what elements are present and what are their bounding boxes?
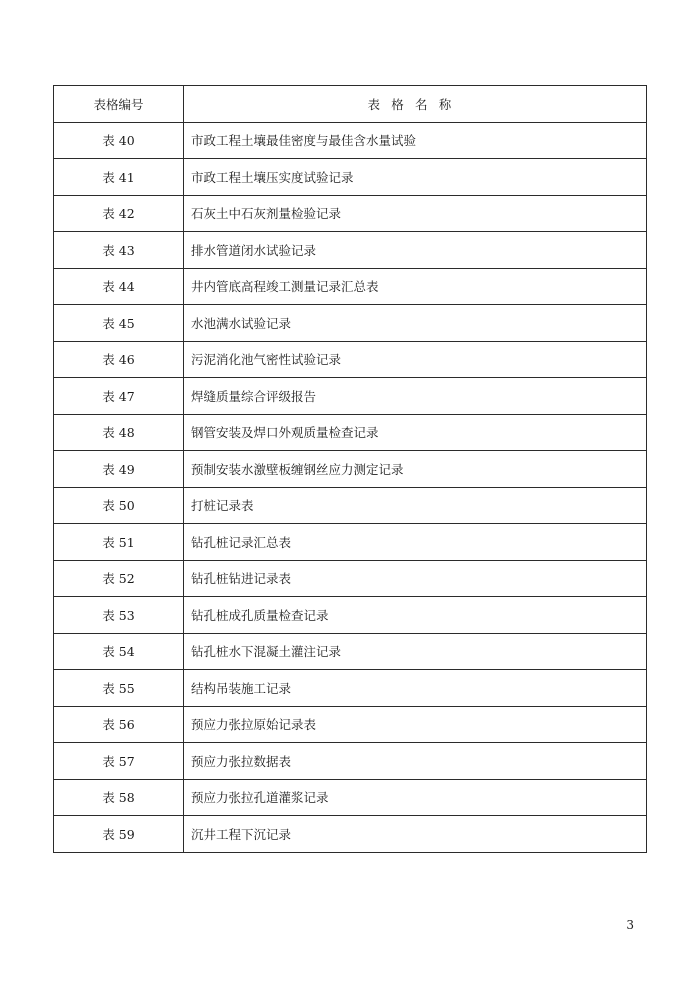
table-row <box>54 597 647 634</box>
form-number-cell: 表 44 <box>54 268 184 305</box>
form-number-cell: 表 57 <box>54 743 184 780</box>
form-number-cell: 表 43 <box>54 232 184 269</box>
form-number-cell: 表 53 <box>54 597 184 634</box>
table-row <box>54 779 647 816</box>
form-number-cell: 表 47 <box>54 378 184 415</box>
form-name-cell: 钻孔桩水下混凝土灌注记录 <box>184 633 647 670</box>
header-form-name: 表格名称 <box>184 86 647 123</box>
table-header-row <box>54 86 647 123</box>
form-name-cell: 钻孔桩记录汇总表 <box>184 524 647 561</box>
table-row <box>54 122 647 159</box>
form-name-cell: 污泥消化池气密性试验记录 <box>184 341 647 378</box>
form-name-cell: 石灰土中石灰剂量检验记录 <box>184 195 647 232</box>
form-number-cell: 表 46 <box>54 341 184 378</box>
table-row <box>54 560 647 597</box>
form-number-cell: 表 59 <box>54 816 184 853</box>
page-number: 3 <box>626 918 634 932</box>
form-name-cell: 井内管底高程竣工测量记录汇总表 <box>184 268 647 305</box>
form-number-cell: 表 49 <box>54 451 184 488</box>
form-number-cell: 表 45 <box>54 305 184 342</box>
form-name-cell: 市政工程土壤最佳密度与最佳含水量试验 <box>184 122 647 159</box>
form-name-cell: 钻孔桩钻进记录表 <box>184 560 647 597</box>
form-name-cell: 钻孔桩成孔质量检查记录 <box>184 597 647 634</box>
table-row <box>54 341 647 378</box>
table-row <box>54 268 647 305</box>
form-name-cell: 水池满水试验记录 <box>184 305 647 342</box>
table-row <box>54 195 647 232</box>
table-body <box>54 122 647 852</box>
header-form-number: 表格编号 <box>54 86 184 123</box>
table-row <box>54 706 647 743</box>
form-number-cell: 表 48 <box>54 414 184 451</box>
form-name-cell: 打桩记录表 <box>184 487 647 524</box>
form-name-cell: 预应力张拉孔道灌浆记录 <box>184 779 647 816</box>
form-name-cell: 排水管道闭水试验记录 <box>184 232 647 269</box>
table-row <box>54 451 647 488</box>
form-number-cell: 表 42 <box>54 195 184 232</box>
table-row <box>54 305 647 342</box>
form-number-cell: 表 58 <box>54 779 184 816</box>
form-name-cell: 预应力张拉数据表 <box>184 743 647 780</box>
table-row <box>54 487 647 524</box>
table-row <box>54 159 647 196</box>
form-number-cell: 表 56 <box>54 706 184 743</box>
form-number-cell: 表 41 <box>54 159 184 196</box>
form-name-cell: 预制安装水激壁板缠钢丝应力测定记录 <box>184 451 647 488</box>
table-row <box>54 378 647 415</box>
form-name-cell: 焊缝质量综合评级报告 <box>184 378 647 415</box>
form-number-cell: 表 51 <box>54 524 184 561</box>
form-name-cell: 预应力张拉原始记录表 <box>184 706 647 743</box>
form-name-cell: 沉井工程下沉记录 <box>184 816 647 853</box>
form-name-cell: 市政工程土壤压实度试验记录 <box>184 159 647 196</box>
table-row <box>54 414 647 451</box>
table-row <box>54 670 647 707</box>
table-row <box>54 743 647 780</box>
form-name-cell: 钢管安装及焊口外观质量检查记录 <box>184 414 647 451</box>
form-number-cell: 表 55 <box>54 670 184 707</box>
form-name-cell: 结构吊装施工记录 <box>184 670 647 707</box>
table-row <box>54 524 647 561</box>
form-index-table <box>53 85 647 853</box>
table-row <box>54 232 647 269</box>
table-row <box>54 816 647 853</box>
form-number-cell: 表 52 <box>54 560 184 597</box>
form-number-cell: 表 50 <box>54 487 184 524</box>
table-row <box>54 633 647 670</box>
form-number-cell: 表 40 <box>54 122 184 159</box>
form-number-cell: 表 54 <box>54 633 184 670</box>
